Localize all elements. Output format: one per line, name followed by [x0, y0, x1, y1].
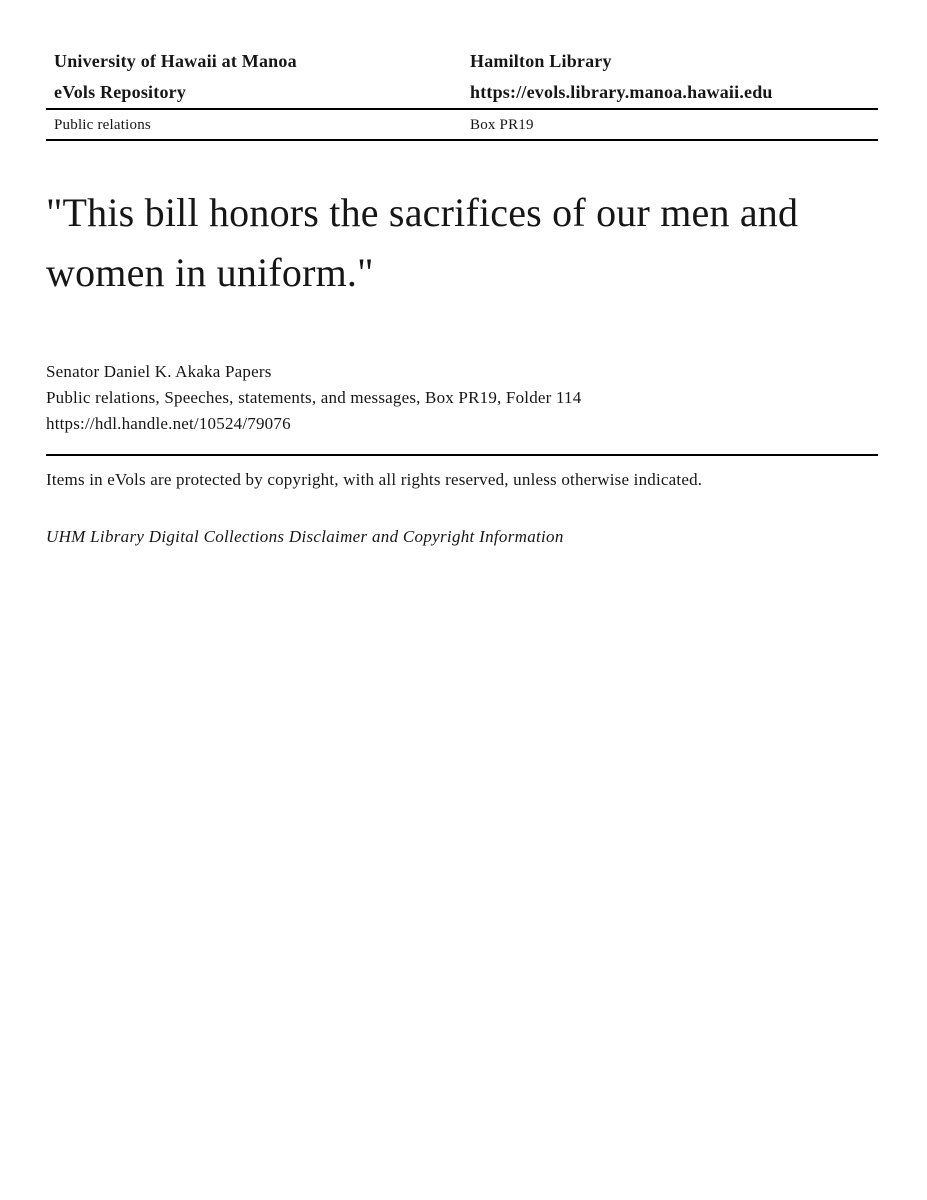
page-title: "This bill honors the sacrifices of our men and women in uniform.": [46, 190, 799, 295]
citation-block: [46, 359, 878, 437]
copyright-divider: [46, 454, 878, 456]
collection-label: Public relations: [54, 117, 151, 133]
box-label: Box PR19: [470, 117, 534, 133]
document-header: [46, 46, 878, 110]
citation-collection-name: Senator Daniel K. Akaka Papers: [46, 362, 272, 381]
header-left-column: [46, 46, 462, 108]
document-meta-row: [46, 110, 878, 141]
document-footer: [46, 468, 878, 549]
citation-location: Public relations, Speeches, statements, and messages, Box PR19, Folder 114: [46, 388, 582, 407]
repository-url-link[interactable]: https://evols.library.manoa.hawaii.edu: [470, 82, 773, 102]
handle-url-link[interactable]: https://hdl.handle.net/10524/79076: [46, 414, 291, 433]
copyright-notice: Items in eVols are protected by copyright, with all rights reserved, unless otherwise indicated.: [46, 470, 703, 489]
institution-name: University of Hawaii at Manoa: [54, 51, 297, 71]
header-right-column: [462, 46, 878, 108]
repository-name: eVols Repository: [54, 82, 187, 102]
library-name: Hamilton Library: [470, 51, 612, 71]
document-content: [0, 0, 927, 549]
disclaimer-link[interactable]: UHM Library Digital Collections Disclaimer and Copyright Information: [46, 527, 564, 546]
